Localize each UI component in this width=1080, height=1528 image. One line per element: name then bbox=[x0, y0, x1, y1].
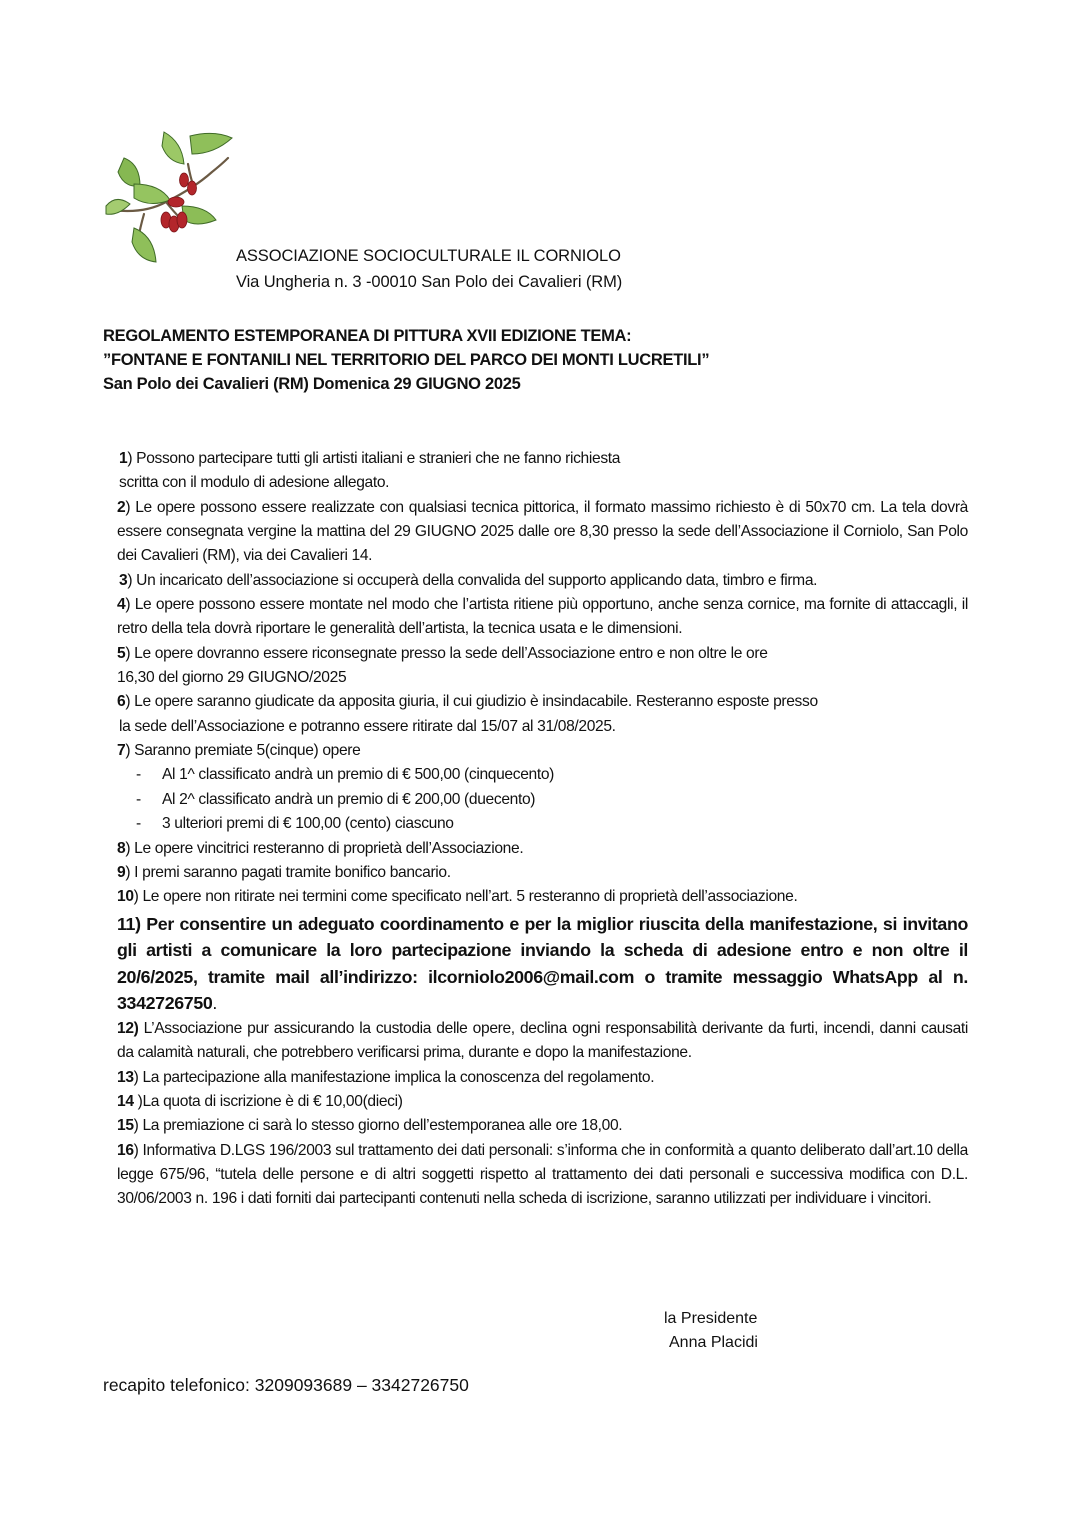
rule-text: ) Le opere saranno giudicate da apposita giuria, il cui giudizio è insindacabile. Resteranno esposte presso bbox=[125, 693, 818, 711]
rules-list bbox=[117, 447, 968, 1212]
prize-text: Al 1^ classificato andrà un premio di € 500,00 (cinquecento) bbox=[162, 766, 554, 784]
rule-6-continuation bbox=[117, 715, 968, 739]
rule-text: )La quota di iscrizione è di € 10,00(dieci) bbox=[137, 1092, 403, 1110]
rule-text: L’Associazione pur assicurando la custodia delle opere, declina ogni responsabilità derivante da furti, incendi, danni causati da calamità naturali, che potrebbero verificarsi prima, durante e dopo la manifestazione. bbox=[117, 1019, 968, 1062]
rule-8 bbox=[117, 837, 968, 861]
rule-number: 5 bbox=[117, 644, 126, 662]
signature-name: Anna Placidi bbox=[669, 1334, 758, 1351]
rule-text: ) Le opere vincitrici resteranno di proprietà dell’Associazione. bbox=[125, 839, 524, 857]
dash-bullet: - bbox=[136, 766, 141, 784]
dash-bullet: - bbox=[136, 790, 141, 808]
rule-number: 7 bbox=[117, 742, 126, 760]
rule-text: ) Un incaricato dell’associazione si occuperà della convalida del supporto applicando data, timbro e firma. bbox=[127, 571, 818, 589]
contact-phone: recapito telefonico: 3209093689 – 3342726750 bbox=[103, 1375, 469, 1395]
rule-5 bbox=[117, 642, 968, 666]
rule-number: 10 bbox=[117, 888, 134, 906]
rule-9 bbox=[117, 861, 968, 885]
rule-text: ) I premi saranno pagati tramite bonifico bancario. bbox=[125, 863, 451, 881]
rule-10 bbox=[117, 885, 968, 909]
rule-text: ) Le opere possono essere realizzate con qualsiasi tecnica pittorica, il formato massimo richiesto è di 50x70 cm. La tela dovrà essere consegnata vergine la mattina del 29 GIUGNO 2025 dalle ore 8,30 presso la sede dell’Associazione il Corniolo, San Polo dei Cavalieri (RM), via dei Cavalieri 14. bbox=[117, 498, 968, 565]
rule-14 bbox=[117, 1090, 968, 1114]
rule-number: 9 bbox=[117, 863, 126, 881]
rule-7 bbox=[117, 739, 968, 763]
prize-text: 3 ulteriori premi di € 100,00 (cento) ciascuno bbox=[162, 815, 454, 833]
prize-item bbox=[117, 763, 968, 787]
rule-number: 16 bbox=[117, 1141, 134, 1159]
organization-address: Via Ungheria n. 3 -00010 San Polo dei Cavalieri (RM) bbox=[236, 273, 623, 291]
rule-text: ) Le opere possono essere montate nel modo che l’artista ritiene più opportuno, anche senza cornice, ma fornite di attaccagli, il retro della tela dovrà riportare le generalità dell’artista, la tecnica usata e le dimensioni. bbox=[117, 596, 968, 638]
rule-number: 1 bbox=[119, 450, 128, 467]
rule-2 bbox=[117, 496, 968, 569]
prize-text: Al 2^ classificato andrà un premio di € 200,00 (duecento) bbox=[162, 790, 536, 808]
rule-text: ) Per consentire un adeguato coordinamento e per la miglior riuscita della manifestazione, si invitano gli artisti a comunicare la loro partecipazione inviando la scheda di adesione entro e non oltre il 20/6/2025, tramite mail all’indirizzo: ilcorniolo2006@mail.com o tramite messaggio WhatsApp al n. 3342726750 bbox=[117, 913, 968, 1014]
rule-1-continuation bbox=[117, 471, 968, 495]
rule-13 bbox=[117, 1066, 968, 1090]
document-title-theme: ”FONTANE E FONTANILI NEL TERRITORIO DEL PARCO DEI MONTI LUCRETILI” bbox=[103, 351, 710, 369]
rule-number: 4 bbox=[117, 596, 126, 614]
rule-text: scritta con il modulo di adesione allegato. bbox=[119, 474, 390, 492]
document-title-line1: REGOLAMENTO ESTEMPORANEA DI PITTURA XVII EDIZIONE TEMA: bbox=[103, 327, 632, 345]
rule-1 bbox=[117, 447, 779, 471]
rule-number: 8 bbox=[117, 839, 126, 857]
document-title-date: San Polo dei Cavalieri (RM) Domenica 29 GIUGNO 2025 bbox=[103, 375, 521, 393]
signature-role: la Presidente bbox=[664, 1310, 758, 1327]
dash-bullet: - bbox=[136, 815, 141, 833]
rule-text: ) Le opere dovranno essere riconsegnate presso la sede dell’Associazione entro e non oltre le ore bbox=[125, 644, 768, 662]
rule-number: 14 bbox=[117, 1092, 138, 1110]
rule-text-tail: . bbox=[212, 993, 217, 1014]
organization-name: ASSOCIAZIONE SOCIOCULTURALE IL CORNIOLO bbox=[236, 247, 621, 265]
rule-11 bbox=[117, 911, 968, 1017]
rule-4 bbox=[117, 593, 968, 642]
rule-12 bbox=[117, 1017, 968, 1066]
corniolo-branch-logo bbox=[104, 128, 238, 264]
rule-text: ) Le opere non ritirate nei termini come specificato nell’art. 5 resteranno di proprietà dell’associazione. bbox=[133, 888, 798, 906]
leaf-icons bbox=[106, 132, 232, 262]
prize-list bbox=[117, 763, 968, 836]
rule-text: ) La premiazione ci sarà lo stesso giorno dell’estemporanea alle ore 18,00. bbox=[133, 1117, 623, 1135]
rule-text: ) La partecipazione alla manifestazione implica la conoscenza del regolamento. bbox=[133, 1068, 655, 1086]
rule-15 bbox=[117, 1114, 968, 1138]
prize-item bbox=[117, 788, 968, 812]
rule-5-continuation bbox=[117, 666, 968, 690]
rule-text: ) Informativa D.LGS 196/2003 sul trattamento dei dati personali: s’informa che in conformità a quanto deliberato dall’art.10 della legge 675/96, “tutela delle persone e di altri soggetti rispetto al trattamento dei dati personali e successiva modifica con D.L. 30/06/2003 n. 196 i dati forniti dai partecipanti contenuti nella scheda di iscrizione, saranno utilizzati per individuare i vincitori. bbox=[117, 1141, 968, 1208]
rule-number: 13 bbox=[117, 1068, 134, 1086]
rule-text: 16,30 del giorno 29 GIUGNO/2025 bbox=[117, 669, 347, 687]
rule-text: la sede dell’Associazione e potranno essere ritirate dal 15/07 al 31/08/2025. bbox=[119, 717, 616, 735]
rule-16 bbox=[117, 1139, 968, 1212]
rule-text: ) Possono partecipare tutti gli artisti italiani e stranieri che ne fanno richiesta bbox=[127, 450, 621, 467]
rule-number: 11 bbox=[117, 913, 136, 934]
rule-3 bbox=[117, 569, 968, 593]
rule-text: ) Saranno premiate 5(cinque) opere bbox=[125, 742, 361, 760]
rule-number: 12) bbox=[117, 1019, 139, 1037]
rule-number: 15 bbox=[117, 1117, 134, 1135]
rule-number: 2 bbox=[117, 498, 126, 516]
rule-6 bbox=[117, 690, 968, 714]
rule-number: 3 bbox=[119, 571, 128, 589]
prize-item bbox=[117, 812, 968, 836]
rule-number: 6 bbox=[117, 693, 126, 711]
